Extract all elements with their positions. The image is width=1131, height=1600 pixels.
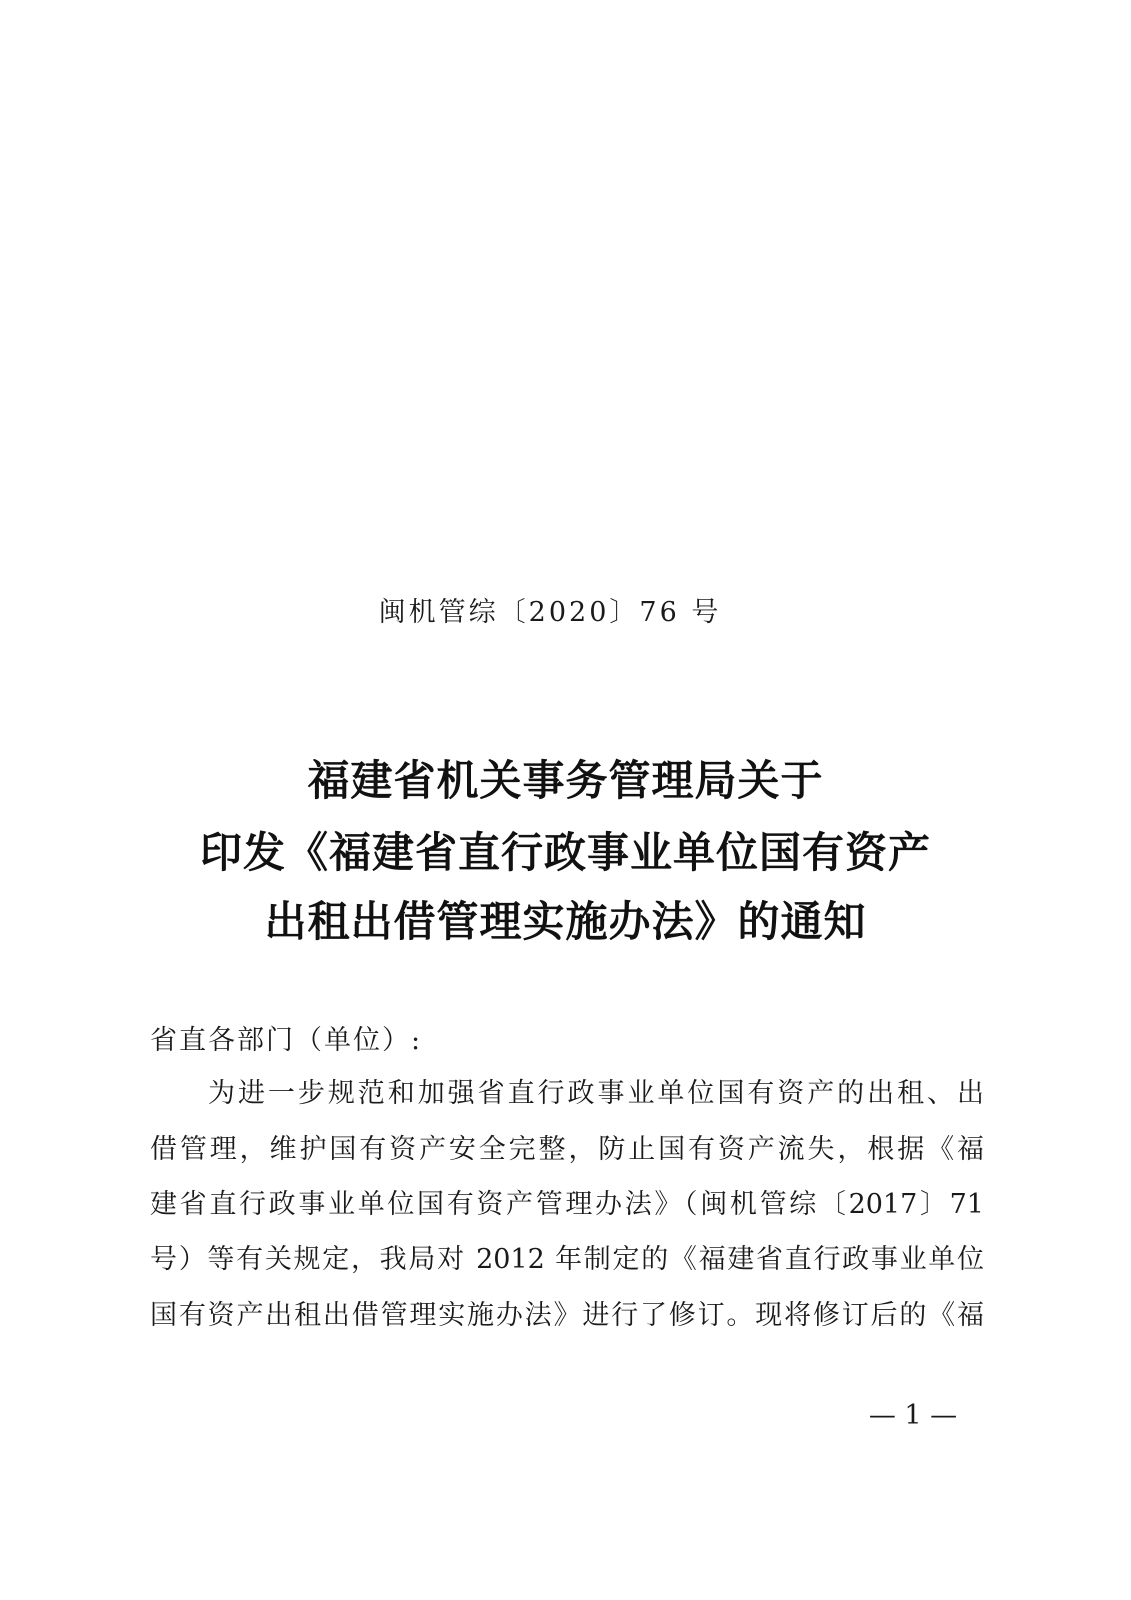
body-line: 建省直行政事业单位国有资产管理办法》（闽机管综〔2017〕71 <box>150 1189 984 1220</box>
body-line: 国有资产出租出借管理实施办法》进行了修订。现将修订后的《福 <box>150 1300 984 1331</box>
body-line: 号）等有关规定，我局对 2012 年制定的《福建省直行政事业单位 <box>150 1244 984 1275</box>
body-line: 借管理，维护国有资产安全完整，防止国有资产流失，根据《福 <box>150 1134 984 1165</box>
title-line-1: 福建省机关事务管理局关于 <box>307 756 824 805</box>
body-line: 为进一步规范和加强省直行政事业单位国有资产的出租、出 <box>208 1078 984 1109</box>
document-number: 闽机管综〔2020〕76 号 <box>378 597 722 628</box>
title-line-2: 印发《福建省直行政事业单位国有资产 <box>199 828 931 877</box>
page-number: — 1 — <box>868 1400 958 1431</box>
title-line-3: 出租出借管理实施办法》的通知 <box>264 897 867 946</box>
salutation: 省直各部门（单位）: <box>150 1025 423 1056</box>
